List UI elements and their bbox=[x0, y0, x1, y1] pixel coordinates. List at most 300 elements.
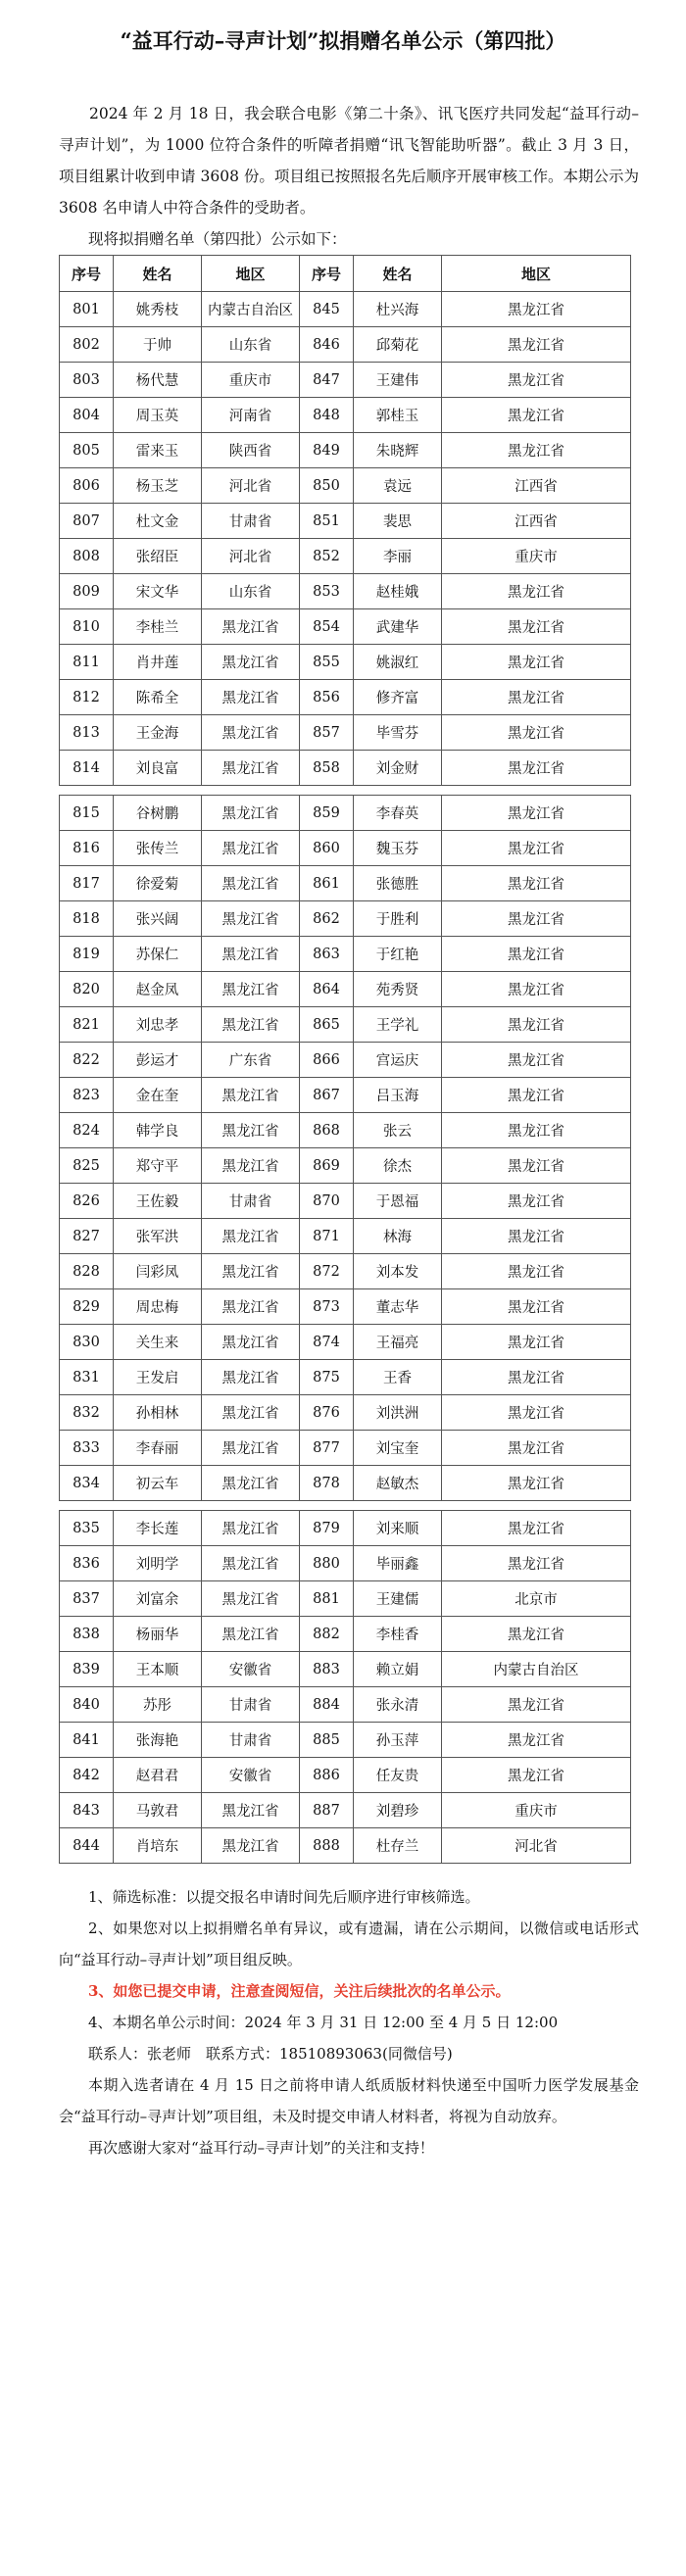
cell-region: 黑龙江省 bbox=[442, 1617, 631, 1652]
cell-region: 安徽省 bbox=[202, 1652, 300, 1687]
cell-name: 张云 bbox=[354, 1113, 442, 1148]
cell-name: 王发启 bbox=[114, 1360, 202, 1395]
note-screening-criteria: 1、筛选标准：以提交报名申请时间先后顺序进行审核筛选。 bbox=[88, 1888, 480, 1906]
cell-region: 黑龙江省 bbox=[442, 937, 631, 972]
cell-region: 甘肃省 bbox=[202, 1687, 300, 1723]
cell-seq: 875 bbox=[300, 1360, 354, 1395]
table-row bbox=[60, 645, 631, 680]
table-row bbox=[60, 1254, 631, 1289]
cell-name: 王学礼 bbox=[354, 1007, 442, 1043]
recipient-table bbox=[59, 795, 631, 1501]
cell-name: 邱菊花 bbox=[354, 327, 442, 363]
cell-seq: 850 bbox=[300, 468, 354, 504]
cell-name: 李春英 bbox=[354, 796, 442, 831]
cell-region: 黑龙江省 bbox=[442, 292, 631, 327]
cell-region: 黑龙江省 bbox=[202, 1113, 300, 1148]
cell-region: 黑龙江省 bbox=[442, 327, 631, 363]
table-row bbox=[60, 1723, 631, 1758]
table-row bbox=[60, 831, 631, 866]
cell-region: 黑龙江省 bbox=[202, 796, 300, 831]
cell-seq: 815 bbox=[60, 796, 114, 831]
cell-name: 韩学良 bbox=[114, 1113, 202, 1148]
cell-seq: 865 bbox=[300, 1007, 354, 1043]
cell-region: 黑龙江省 bbox=[202, 1325, 300, 1360]
cell-seq: 847 bbox=[300, 363, 354, 398]
cell-seq: 830 bbox=[60, 1325, 114, 1360]
cell-seq: 823 bbox=[60, 1078, 114, 1113]
note-thanks: 再次感谢大家对“益耳行动–寻声计划”的关注和支持！ bbox=[88, 2139, 434, 2157]
cell-name: 杨玉芝 bbox=[114, 468, 202, 504]
cell-region: 河南省 bbox=[202, 398, 300, 433]
recipient-table bbox=[59, 255, 631, 786]
cell-name: 金在奎 bbox=[114, 1078, 202, 1113]
cell-seq: 858 bbox=[300, 751, 354, 786]
cell-name: 魏玉芬 bbox=[354, 831, 442, 866]
cell-region: 黑龙江省 bbox=[442, 433, 631, 468]
cell-region: 甘肃省 bbox=[202, 504, 300, 539]
table-row bbox=[60, 901, 631, 937]
cell-name: 刘宝奎 bbox=[354, 1431, 442, 1466]
cell-region: 黑龙江省 bbox=[442, 1007, 631, 1043]
cell-region: 黑龙江省 bbox=[202, 1511, 300, 1546]
cell-region: 黑龙江省 bbox=[202, 1431, 300, 1466]
cell-region: 黑龙江省 bbox=[442, 1148, 631, 1184]
cell-region: 黑龙江省 bbox=[202, 1617, 300, 1652]
cell-seq: 832 bbox=[60, 1395, 114, 1431]
cell-name: 李春丽 bbox=[114, 1431, 202, 1466]
cell-name: 朱晓辉 bbox=[354, 433, 442, 468]
cell-region: 黑龙江省 bbox=[202, 1289, 300, 1325]
table-row bbox=[60, 1219, 631, 1254]
table-row bbox=[60, 680, 631, 715]
cell-name: 肖井莲 bbox=[114, 645, 202, 680]
cell-seq: 857 bbox=[300, 715, 354, 751]
cell-name: 苏保仁 bbox=[114, 937, 202, 972]
cell-seq: 817 bbox=[60, 866, 114, 901]
table-row bbox=[60, 1466, 631, 1501]
cell-region: 黑龙江省 bbox=[202, 1219, 300, 1254]
cell-name: 刘洪洲 bbox=[354, 1395, 442, 1431]
cell-name: 任友贵 bbox=[354, 1758, 442, 1793]
cell-region: 黑龙江省 bbox=[442, 1395, 631, 1431]
notes-section bbox=[0, 1881, 686, 2163]
cell-seq: 849 bbox=[300, 433, 354, 468]
cell-name: 王福亮 bbox=[354, 1325, 442, 1360]
cell-seq: 808 bbox=[60, 539, 114, 574]
cell-name: 徐杰 bbox=[354, 1148, 442, 1184]
cell-name: 于帅 bbox=[114, 327, 202, 363]
table-row bbox=[60, 715, 631, 751]
cell-region: 重庆市 bbox=[442, 539, 631, 574]
cell-name: 刘忠孝 bbox=[114, 1007, 202, 1043]
cell-region: 黑龙江省 bbox=[442, 751, 631, 786]
table-row bbox=[60, 866, 631, 901]
cell-seq: 801 bbox=[60, 292, 114, 327]
table-row bbox=[60, 1546, 631, 1581]
cell-name: 毕雪芬 bbox=[354, 715, 442, 751]
cell-seq: 811 bbox=[60, 645, 114, 680]
cell-seq: 854 bbox=[300, 609, 354, 645]
cell-name: 修齐富 bbox=[354, 680, 442, 715]
cell-region: 河北省 bbox=[202, 539, 300, 574]
cell-name: 武建华 bbox=[354, 609, 442, 645]
cell-region: 黑龙江省 bbox=[442, 680, 631, 715]
cell-region: 重庆市 bbox=[442, 1793, 631, 1828]
cell-region: 黑龙江省 bbox=[202, 1581, 300, 1617]
cell-seq: 864 bbox=[300, 972, 354, 1007]
cell-region: 重庆市 bbox=[202, 363, 300, 398]
cell-seq: 819 bbox=[60, 937, 114, 972]
cell-name: 宫运庆 bbox=[354, 1043, 442, 1078]
cell-region: 黑龙江省 bbox=[442, 609, 631, 645]
note-deadline: 本期入选者请在 4 月 15 日之前将申请人纸质版材料快递至中国听力医学发展基金会“益耳行动–寻声计划”项目组，未及时提交申请人材料者，将视为自动放弃。 bbox=[59, 2076, 639, 2125]
cell-seq: 837 bbox=[60, 1581, 114, 1617]
cell-seq: 862 bbox=[300, 901, 354, 937]
cell-seq: 841 bbox=[60, 1723, 114, 1758]
cell-name: 李长莲 bbox=[114, 1511, 202, 1546]
cell-region: 黑龙江省 bbox=[442, 1687, 631, 1723]
table-row bbox=[60, 1184, 631, 1219]
cell-name: 于恩福 bbox=[354, 1184, 442, 1219]
cell-region: 黑龙江省 bbox=[202, 831, 300, 866]
cell-seq: 821 bbox=[60, 1007, 114, 1043]
column-header-region: 地区 bbox=[202, 256, 300, 292]
table-gap bbox=[0, 1501, 686, 1510]
cell-region: 黑龙江省 bbox=[442, 901, 631, 937]
cell-seq: 816 bbox=[60, 831, 114, 866]
table-row bbox=[60, 1043, 631, 1078]
table-row bbox=[60, 1511, 631, 1546]
table-row bbox=[60, 539, 631, 574]
cell-name: 宋文华 bbox=[114, 574, 202, 609]
cell-name: 刘来顺 bbox=[354, 1511, 442, 1546]
cell-name: 周忠梅 bbox=[114, 1289, 202, 1325]
cell-region: 黑龙江省 bbox=[442, 1511, 631, 1546]
cell-seq: 871 bbox=[300, 1219, 354, 1254]
table-row bbox=[60, 1148, 631, 1184]
table-header-row bbox=[60, 256, 631, 292]
cell-name: 孙相林 bbox=[114, 1395, 202, 1431]
cell-seq: 888 bbox=[300, 1828, 354, 1864]
cell-seq: 845 bbox=[300, 292, 354, 327]
cell-name: 初云车 bbox=[114, 1466, 202, 1501]
cell-name: 闫彩凤 bbox=[114, 1254, 202, 1289]
cell-seq: 824 bbox=[60, 1113, 114, 1148]
cell-region: 黑龙江省 bbox=[442, 645, 631, 680]
cell-seq: 802 bbox=[60, 327, 114, 363]
cell-name: 袁远 bbox=[354, 468, 442, 504]
cell-name: 马敦君 bbox=[114, 1793, 202, 1828]
cell-region: 黑龙江省 bbox=[442, 1546, 631, 1581]
cell-seq: 877 bbox=[300, 1431, 354, 1466]
cell-region: 黑龙江省 bbox=[442, 796, 631, 831]
cell-name: 毕丽鑫 bbox=[354, 1546, 442, 1581]
cell-name: 张兴阔 bbox=[114, 901, 202, 937]
cell-region: 黑龙江省 bbox=[442, 866, 631, 901]
table-row bbox=[60, 1325, 631, 1360]
table-row bbox=[60, 504, 631, 539]
cell-region: 甘肃省 bbox=[202, 1184, 300, 1219]
column-header-region: 地区 bbox=[442, 256, 631, 292]
cell-region: 内蒙古自治区 bbox=[442, 1652, 631, 1687]
cell-seq: 887 bbox=[300, 1793, 354, 1828]
cell-name: 谷树鹏 bbox=[114, 796, 202, 831]
cell-name: 李桂兰 bbox=[114, 609, 202, 645]
cell-seq: 867 bbox=[300, 1078, 354, 1113]
cell-region: 黑龙江省 bbox=[202, 645, 300, 680]
cell-seq: 882 bbox=[300, 1617, 354, 1652]
cell-seq: 881 bbox=[300, 1581, 354, 1617]
cell-seq: 859 bbox=[300, 796, 354, 831]
table-row bbox=[60, 1007, 631, 1043]
column-header-name: 姓名 bbox=[354, 256, 442, 292]
table-row bbox=[60, 1431, 631, 1466]
cell-name: 杨代慧 bbox=[114, 363, 202, 398]
cell-seq: 828 bbox=[60, 1254, 114, 1289]
cell-name: 王本顺 bbox=[114, 1652, 202, 1687]
cell-region: 黑龙江省 bbox=[202, 1148, 300, 1184]
cell-name: 张永清 bbox=[354, 1687, 442, 1723]
cell-region: 河北省 bbox=[442, 1828, 631, 1864]
cell-seq: 874 bbox=[300, 1325, 354, 1360]
cell-name: 王建伟 bbox=[354, 363, 442, 398]
table-row bbox=[60, 468, 631, 504]
table-row bbox=[60, 751, 631, 786]
recipient-table bbox=[59, 1510, 631, 1864]
cell-region: 黑龙江省 bbox=[442, 574, 631, 609]
cell-seq: 880 bbox=[300, 1546, 354, 1581]
cell-region: 黑龙江省 bbox=[442, 1758, 631, 1793]
table-gap bbox=[0, 786, 686, 795]
cell-region: 黑龙江省 bbox=[202, 901, 300, 937]
cell-region: 黑龙江省 bbox=[202, 715, 300, 751]
cell-name: 张海艳 bbox=[114, 1723, 202, 1758]
cell-seq: 851 bbox=[300, 504, 354, 539]
cell-seq: 809 bbox=[60, 574, 114, 609]
cell-region: 黑龙江省 bbox=[442, 1431, 631, 1466]
cell-seq: 843 bbox=[60, 1793, 114, 1828]
cell-region: 黑龙江省 bbox=[202, 866, 300, 901]
cell-region: 黑龙江省 bbox=[442, 1289, 631, 1325]
cell-name: 董志华 bbox=[354, 1289, 442, 1325]
cell-name: 肖培东 bbox=[114, 1828, 202, 1864]
cell-name: 林海 bbox=[354, 1219, 442, 1254]
cell-seq: 812 bbox=[60, 680, 114, 715]
cell-name: 赵金凤 bbox=[114, 972, 202, 1007]
cell-seq: 833 bbox=[60, 1431, 114, 1466]
cell-seq: 818 bbox=[60, 901, 114, 937]
table-row bbox=[60, 1289, 631, 1325]
table-row bbox=[60, 433, 631, 468]
table-row bbox=[60, 1617, 631, 1652]
table-row bbox=[60, 1360, 631, 1395]
note-objection: 2、如果您对以上拟捐赠名单有异议，或有遗漏，请在公示期间，以微信或电话形式向“益耳行动–寻声计划”项目组反映。 bbox=[59, 1920, 639, 1968]
cell-name: 杜存兰 bbox=[354, 1828, 442, 1864]
cell-name: 杜兴海 bbox=[354, 292, 442, 327]
table-row bbox=[60, 1652, 631, 1687]
cell-name: 刘本发 bbox=[354, 1254, 442, 1289]
cell-name: 刘碧珍 bbox=[354, 1793, 442, 1828]
cell-name: 裴思 bbox=[354, 504, 442, 539]
cell-region: 黑龙江省 bbox=[442, 1113, 631, 1148]
cell-name: 赵敏杰 bbox=[354, 1466, 442, 1501]
cell-seq: 883 bbox=[300, 1652, 354, 1687]
cell-region: 山东省 bbox=[202, 574, 300, 609]
cell-seq: 872 bbox=[300, 1254, 354, 1289]
cell-name: 杜文金 bbox=[114, 504, 202, 539]
cell-region: 内蒙古自治区 bbox=[202, 292, 300, 327]
cell-region: 黑龙江省 bbox=[202, 609, 300, 645]
cell-seq: 869 bbox=[300, 1148, 354, 1184]
cell-name: 李桂香 bbox=[354, 1617, 442, 1652]
page-title: “益耳行动–寻声计划”拟捐赠名单公示（第四批） bbox=[120, 28, 566, 53]
cell-region: 黑龙江省 bbox=[442, 1219, 631, 1254]
table-row bbox=[60, 1828, 631, 1864]
table-row bbox=[60, 1581, 631, 1617]
cell-region: 黑龙江省 bbox=[202, 972, 300, 1007]
cell-seq: 844 bbox=[60, 1828, 114, 1864]
cell-seq: 803 bbox=[60, 363, 114, 398]
cell-seq: 840 bbox=[60, 1687, 114, 1723]
cell-seq: 856 bbox=[300, 680, 354, 715]
cell-seq: 825 bbox=[60, 1148, 114, 1184]
cell-seq: 866 bbox=[300, 1043, 354, 1078]
cell-name: 雷来玉 bbox=[114, 433, 202, 468]
cell-name: 于红艳 bbox=[354, 937, 442, 972]
cell-region: 黑龙江省 bbox=[202, 1793, 300, 1828]
table-row bbox=[60, 972, 631, 1007]
cell-region: 黑龙江省 bbox=[202, 1466, 300, 1501]
cell-name: 李丽 bbox=[354, 539, 442, 574]
cell-region: 黑龙江省 bbox=[442, 1254, 631, 1289]
table-row bbox=[60, 1793, 631, 1828]
cell-name: 苏彤 bbox=[114, 1687, 202, 1723]
cell-name: 赖立娟 bbox=[354, 1652, 442, 1687]
cell-seq: 852 bbox=[300, 539, 354, 574]
cell-seq: 807 bbox=[60, 504, 114, 539]
cell-name: 张传兰 bbox=[114, 831, 202, 866]
note-publicity-period: 4、本期名单公示时间：2024 年 3 月 31 日 12:00 至 4 月 5 日 12:00 bbox=[88, 2014, 559, 2031]
table-row bbox=[60, 327, 631, 363]
cell-region: 黑龙江省 bbox=[442, 1466, 631, 1501]
cell-seq: 846 bbox=[300, 327, 354, 363]
cell-seq: 860 bbox=[300, 831, 354, 866]
cell-seq: 804 bbox=[60, 398, 114, 433]
table-row bbox=[60, 292, 631, 327]
cell-region: 黑龙江省 bbox=[442, 1184, 631, 1219]
table-row bbox=[60, 363, 631, 398]
cell-seq: 885 bbox=[300, 1723, 354, 1758]
table-row bbox=[60, 1758, 631, 1793]
cell-region: 山东省 bbox=[202, 327, 300, 363]
cell-region: 北京市 bbox=[442, 1581, 631, 1617]
table-row bbox=[60, 1078, 631, 1113]
cell-seq: 814 bbox=[60, 751, 114, 786]
cell-name: 关生来 bbox=[114, 1325, 202, 1360]
cell-name: 周玉英 bbox=[114, 398, 202, 433]
table-row bbox=[60, 796, 631, 831]
cell-seq: 876 bbox=[300, 1395, 354, 1431]
cell-seq: 861 bbox=[300, 866, 354, 901]
cell-seq: 879 bbox=[300, 1511, 354, 1546]
cell-region: 黑龙江省 bbox=[202, 751, 300, 786]
cell-region: 黑龙江省 bbox=[442, 1325, 631, 1360]
cell-seq: 870 bbox=[300, 1184, 354, 1219]
cell-seq: 806 bbox=[60, 468, 114, 504]
cell-seq: 873 bbox=[300, 1289, 354, 1325]
cell-region: 黑龙江省 bbox=[442, 363, 631, 398]
cell-region: 黑龙江省 bbox=[442, 972, 631, 1007]
note-contact: 联系人：张老师 联系方式：18510893063(同微信号) bbox=[88, 2045, 453, 2063]
cell-seq: 835 bbox=[60, 1511, 114, 1546]
cell-seq: 834 bbox=[60, 1466, 114, 1501]
recipient-tables bbox=[0, 255, 686, 1864]
cell-seq: 848 bbox=[300, 398, 354, 433]
cell-seq: 810 bbox=[60, 609, 114, 645]
cell-seq: 884 bbox=[300, 1687, 354, 1723]
cell-seq: 813 bbox=[60, 715, 114, 751]
cell-seq: 822 bbox=[60, 1043, 114, 1078]
cell-region: 甘肃省 bbox=[202, 1723, 300, 1758]
cell-region: 江西省 bbox=[442, 468, 631, 504]
cell-region: 黑龙江省 bbox=[202, 1395, 300, 1431]
cell-name: 赵桂娥 bbox=[354, 574, 442, 609]
cell-name: 刘良富 bbox=[114, 751, 202, 786]
cell-name: 姚秀枝 bbox=[114, 292, 202, 327]
cell-name: 吕玉海 bbox=[354, 1078, 442, 1113]
cell-name: 刘明学 bbox=[114, 1546, 202, 1581]
cell-region: 黑龙江省 bbox=[202, 1828, 300, 1864]
cell-name: 王建儒 bbox=[354, 1581, 442, 1617]
table-row bbox=[60, 1113, 631, 1148]
cell-seq: 853 bbox=[300, 574, 354, 609]
cell-region: 黑龙江省 bbox=[202, 1546, 300, 1581]
cell-region: 黑龙江省 bbox=[442, 398, 631, 433]
table-row bbox=[60, 1395, 631, 1431]
cell-name: 赵君君 bbox=[114, 1758, 202, 1793]
cell-name: 姚淑红 bbox=[354, 645, 442, 680]
cell-seq: 839 bbox=[60, 1652, 114, 1687]
cell-name: 刘金财 bbox=[354, 751, 442, 786]
cell-name: 于胜利 bbox=[354, 901, 442, 937]
cell-seq: 886 bbox=[300, 1758, 354, 1793]
column-header-name: 姓名 bbox=[114, 256, 202, 292]
cell-name: 王佐毅 bbox=[114, 1184, 202, 1219]
cell-seq: 836 bbox=[60, 1546, 114, 1581]
cell-region: 江西省 bbox=[442, 504, 631, 539]
cell-seq: 863 bbox=[300, 937, 354, 972]
cell-name: 刘富余 bbox=[114, 1581, 202, 1617]
cell-seq: 827 bbox=[60, 1219, 114, 1254]
intro-paragraph: 2024 年 2 月 18 日，我会联合电影《第二十条》、讯飞医疗共同发起“益耳行动–寻声计划”，为 1000 位符合条件的听障者捐赠“讯飞智能助听器”。截止 3 月 3 日，项目组累计收到申请 3608 份。项目组已按照报名先后顺序开展审核工作。本期公示为 3608 名申请人中符合条件的受助者。 bbox=[59, 105, 639, 217]
cell-region: 黑龙江省 bbox=[442, 1360, 631, 1395]
cell-name: 张绍臣 bbox=[114, 539, 202, 574]
column-header-seq: 序号 bbox=[300, 256, 354, 292]
cell-region: 黑龙江省 bbox=[202, 1360, 300, 1395]
cell-name: 杨丽华 bbox=[114, 1617, 202, 1652]
cell-seq: 838 bbox=[60, 1617, 114, 1652]
column-header-seq: 序号 bbox=[60, 256, 114, 292]
cell-name: 张军洪 bbox=[114, 1219, 202, 1254]
cell-name: 王香 bbox=[354, 1360, 442, 1395]
table-row bbox=[60, 937, 631, 972]
cell-seq: 868 bbox=[300, 1113, 354, 1148]
cell-region: 陕西省 bbox=[202, 433, 300, 468]
cell-name: 郭桂玉 bbox=[354, 398, 442, 433]
list-intro: 现将拟捐赠名单（第四批）公示如下： bbox=[88, 230, 347, 248]
cell-region: 黑龙江省 bbox=[442, 1078, 631, 1113]
cell-name: 王金海 bbox=[114, 715, 202, 751]
